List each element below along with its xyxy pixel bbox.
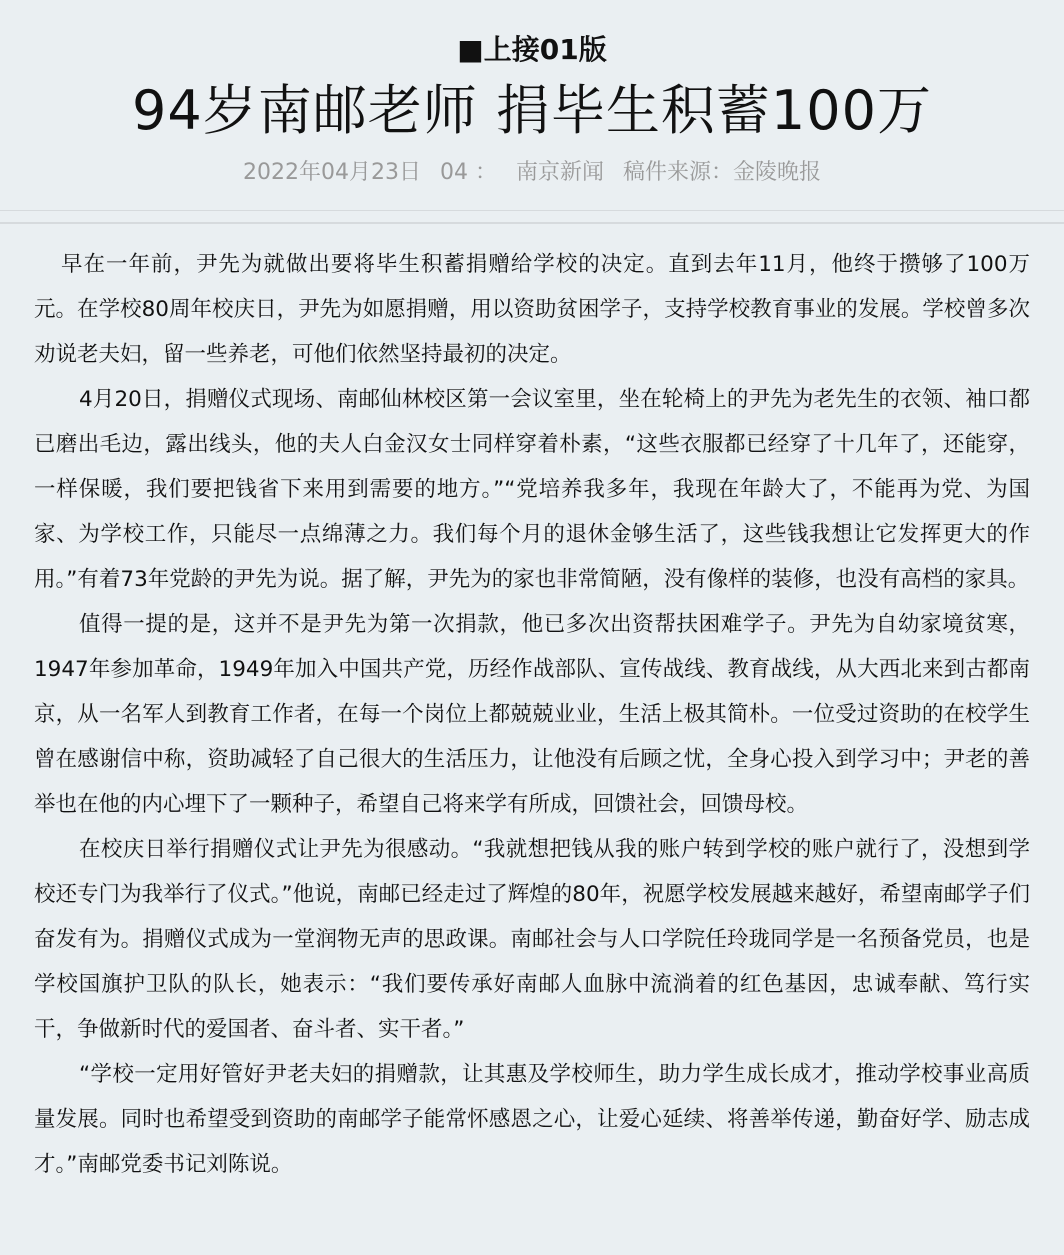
publish-date: 2022年04月23日 bbox=[242, 160, 421, 185]
article-meta bbox=[0, 156, 1064, 190]
paragraph: 早在一年前，尹先为就做出要将毕生积蓄捐赠给学校的决定。直到去年11月，他终于攒够了100万元。在学校80周年校庆日，尹先为如愿捐赠，用以资助贫困学子，支持学校教育事业的发展。学校曾多次劝说老夫妇，留一些养老，可他们依然坚持最初的决定。 bbox=[34, 252, 1030, 367]
page-number: 04 ： bbox=[439, 160, 497, 185]
divider bbox=[0, 210, 1064, 211]
continuation-label: ■上接01版 bbox=[457, 33, 607, 66]
article-body bbox=[34, 242, 1030, 1187]
paragraph: 值得一提的是，这并不是尹先为第一次捐款，他已多次出资帮扶困难学子。尹先为自幼家境贫寒，1947年参加革命，1949年加入中国共产党，历经作战部队、宣传战线、教育战线，从大西北来到古都南京，从一名军人到教育工作者，在每一个岗位上都兢兢业业，生活上极其简朴。一位受过资助的在校学生曾在感谢信中称，资助减轻了自己很大的生活压力，让他没有后顾之忧，全身心投入到学习中；尹老的善举也在他的内心埋下了一颗种子，希望自己将来学有所成，回馈社会，回馈母校。 bbox=[34, 612, 1030, 817]
article-header bbox=[0, 0, 1064, 204]
paragraph: “学校一定用好管好尹老夫妇的捐赠款，让其惠及学校师生，助力学生成长成才，推动学校事业高质量发展。同时也希望受到资助的南邮学子能常怀感恩之心，让爱心延续、将善举传递，勤奋好学、励志成才。”南邮党委书记刘陈说。 bbox=[34, 1062, 1030, 1177]
article-title: 94岁南邮老师 捐毕生积蓄100万 bbox=[132, 79, 932, 142]
paragraph: 4月20日，捐赠仪式现场、南邮仙林校区第一会议室里，坐在轮椅上的尹先为老先生的衣领、袖口都已磨出毛边，露出线头，他的夫人白金汉女士同样穿着朴素，“这些衣服都已经穿了十几年了，还能穿，一样保暖，我们要把钱省下来用到需要的地方。”“党培养我多年，我现在年龄大了，不能再为党、为国家、为学校工作，只能尽一点绵薄之力。我们每个月的退休金够生活了，这些钱我想让它发挥更大的作用。”有着73年党龄的尹先为说。据了解，尹先为的家也非常简陋，没有像样的装修，也没有高档的家具。 bbox=[34, 387, 1030, 592]
article-source: 稿件来源：金陵晚报 bbox=[622, 160, 821, 185]
divider bbox=[0, 222, 1064, 224]
section-name: 南京新闻 bbox=[515, 160, 604, 185]
paragraph: 在校庆日举行捐赠仪式让尹先为很感动。“我就想把钱从我的账户转到学校的账户就行了，没想到学校还专门为我举行了仪式。”他说，南邮已经走过了辉煌的80年，祝愿学校发展越来越好，希望南邮学子们奋发有为。捐赠仪式成为一堂润物无声的思政课。南邮社会与人口学院任玲珑同学是一名预备党员，也是学校国旗护卫队的队长，她表示：“我们要传承好南邮人血脉中流淌着的红色基因，忠诚奉献、笃行实干，争做新时代的爱国者、奋斗者、实干者。” bbox=[34, 837, 1030, 1042]
